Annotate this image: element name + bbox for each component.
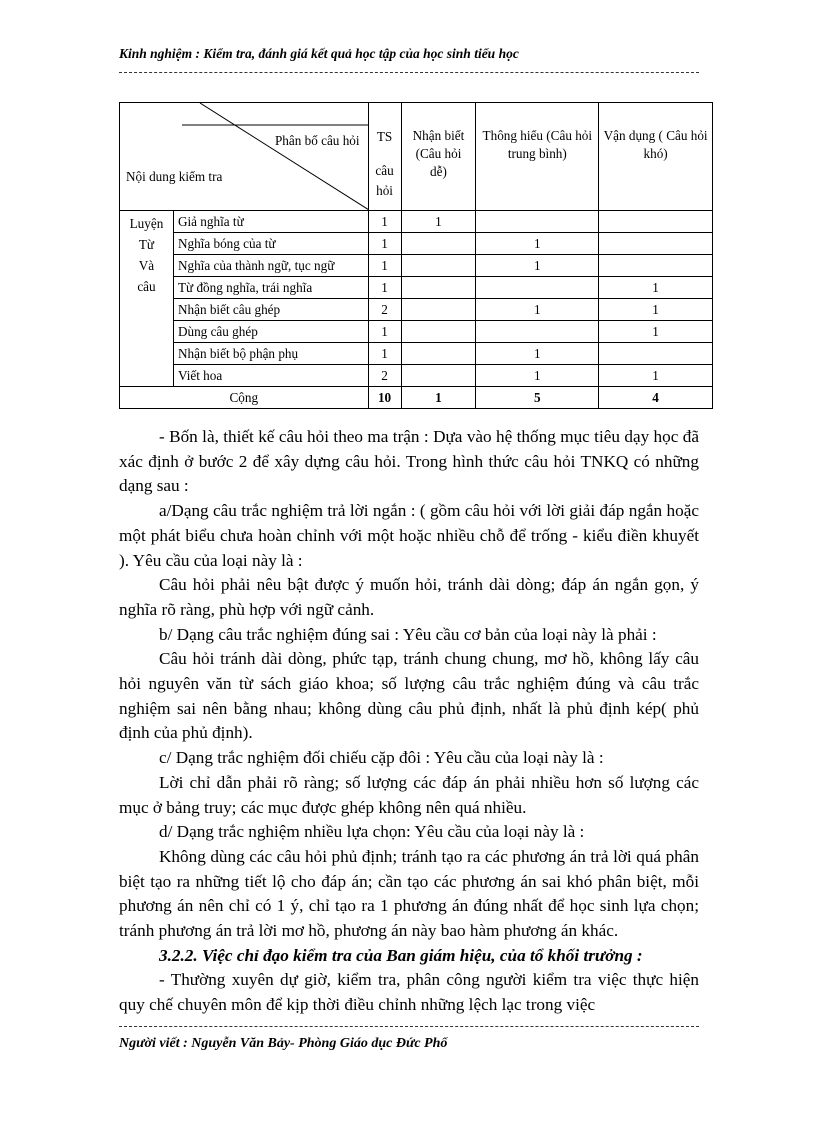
body-text (119, 425, 699, 1018)
row-nb: 1 (401, 211, 476, 233)
table-row (120, 365, 713, 387)
row-ts: 1 (368, 343, 401, 365)
row-nb (401, 233, 476, 255)
row-th: 1 (476, 233, 599, 255)
header-ts (368, 103, 401, 211)
row-th: 1 (476, 365, 599, 387)
row-name: Nghĩa của thành ngữ, tục ngữ (173, 255, 368, 277)
row-nb (401, 277, 476, 299)
row-name: Nhận biết bộ phận phụ (173, 343, 368, 365)
header-content-label: Nội dung kiểm tra (126, 169, 223, 184)
row-name: Dùng câu ghép (173, 321, 368, 343)
row-name: Nhận biết câu ghép (173, 299, 368, 321)
page-header: Kinh nghiệm : Kiểm tra, đánh giá kết quả học tập của học sinh tiểu học (119, 46, 519, 61)
row-th (476, 211, 599, 233)
group-label (120, 211, 174, 387)
diagonal-header-cell (120, 103, 369, 211)
row-vd (599, 343, 713, 365)
group-word: Luyện (129, 216, 164, 231)
paragraph: - Bốn là, thiết kế câu hỏi theo ma trận : Dựa vào hệ thống mục tiêu dạy học đã xác định ở bước 2 để xây dựng câu hỏi. Trong hình thức câu hỏi TNKQ có những dạng sau : (119, 427, 699, 496)
row-ts: 1 (368, 211, 401, 233)
row-th (476, 277, 599, 299)
row-nb (401, 343, 476, 365)
header-thong-hieu: Thông hiểu (Câu hỏi trung bình) (476, 103, 599, 211)
row-ts: 2 (368, 299, 401, 321)
total-vd: 4 (599, 387, 713, 409)
page-footer: Người viết : Nguyễn Văn Bảy- Phòng Giáo dục Đức Phổ (119, 1036, 448, 1051)
paragraph: b/ Dạng câu trắc nghiệm đúng sai : Yêu cầu cơ bản của loại này là phải : (159, 624, 657, 644)
header-ts-line: câu (375, 163, 394, 178)
table-row (120, 299, 713, 321)
row-th: 1 (476, 299, 599, 321)
header-van-dung: Vận dụng ( Câu hỏi khó) (599, 103, 713, 211)
row-vd (599, 233, 713, 255)
row-nb (401, 299, 476, 321)
paragraph: Lời chỉ dẫn phải rõ ràng; số lượng các đáp án phải nhiều hơn số lượng các mục ở bảng truy; các mục được ghép không nên quá nhiều. (119, 772, 699, 817)
total-label: Cộng (120, 387, 369, 409)
table-row (120, 255, 713, 277)
row-th: 1 (476, 343, 599, 365)
row-ts: 2 (368, 365, 401, 387)
paragraph: c/ Dạng trắc nghiệm đối chiếu cặp đôi : Yêu cầu của loại này là : (159, 748, 604, 768)
row-nb (401, 365, 476, 387)
group-word: Và (138, 258, 155, 273)
question-matrix-table (119, 102, 713, 409)
row-name: Từ đồng nghĩa, trái nghĩa (173, 277, 368, 299)
group-word: câu (137, 279, 156, 294)
table-row (120, 343, 713, 365)
table-row (120, 211, 713, 233)
row-name: Nghĩa bóng của từ (173, 233, 368, 255)
row-nb (401, 255, 476, 277)
section-heading: 3.2.2. Việc chỉ đạo kiểm tra của Ban giám hiệu, của tổ khối trưởng : (159, 945, 643, 965)
row-name: Giả nghĩa từ (173, 211, 368, 233)
row-name: Viết hoa (173, 365, 368, 387)
header-ts-line: hỏi (376, 183, 393, 198)
total-nb: 1 (401, 387, 476, 409)
row-nb (401, 321, 476, 343)
row-vd: 1 (599, 299, 713, 321)
total-row (120, 387, 713, 409)
paragraph: Câu hỏi tránh dài dòng, phức tạp, tránh chung chung, mơ hồ, không lấy câu hỏi nguyên văn từ sách giáo khoa; số lượng câu trắc nghiệm đúng và câu trắc nghiệm sai nên bằng nhau; không dùng câu phủ định, nhất là phủ định kép( phủ định của phủ định). (119, 649, 699, 743)
footer-divider (119, 1026, 699, 1027)
paragraph: Không dùng các câu hỏi phủ định; tránh tạo ra các phương án trả lời quá phân biệt tạo ra những tiết lộ cho đáp án; cần tạo các phương án sai khó phân biệt, mỗi phương án nên chỉ có 1 ý, chỉ tạo ra 1 phương án đúng nhất để học sinh lựa chọn; tránh phương án trả lời mơ hồ, phương án này bao hàm phương án khác. (119, 846, 699, 941)
total-th: 5 (476, 387, 599, 409)
row-ts: 1 (368, 255, 401, 277)
paragraph: - Thường xuyên dự giờ, kiểm tra, phân công người kiểm tra việc thực hiện quy chế chuyên môn để kịp thời điều chỉnh những lệch lạc trong việc (119, 970, 699, 1015)
group-word: Từ (138, 237, 155, 252)
row-ts: 1 (368, 277, 401, 299)
row-vd: 1 (599, 277, 713, 299)
header-nhan-biet: Nhận biết (Câu hỏi dễ) (401, 103, 476, 211)
row-ts: 1 (368, 233, 401, 255)
row-vd: 1 (599, 321, 713, 343)
table-header-row (120, 103, 713, 211)
paragraph: d/ Dạng trắc nghiệm nhiều lựa chọn: Yêu cầu của loại này là : (159, 822, 585, 842)
total-ts: 10 (368, 387, 401, 409)
row-th (476, 321, 599, 343)
table-row (120, 321, 713, 343)
row-vd (599, 255, 713, 277)
table-row (120, 277, 713, 299)
paragraph: a/Dạng câu trắc nghiệm trả lời ngắn : ( gồm câu hỏi với lời giải đáp ngắn hoặc một phát biểu chưa hoàn chỉnh với một hoặc nhiều chỗ để trống - kiểu điền khuyết ). Yêu cầu của loại này là : (119, 501, 699, 570)
row-ts: 1 (368, 321, 401, 343)
header-distribution-label: Phân bố câu hỏi (274, 133, 360, 148)
paragraph: Câu hỏi phải nêu bật được ý muốn hỏi, tránh dài dòng; đáp án ngắn gọn, ý nghĩa rõ ràng, phù hợp với ngữ cảnh. (119, 575, 699, 619)
header-ts-line: TS (376, 129, 393, 144)
table-row (120, 233, 713, 255)
row-vd: 1 (599, 365, 713, 387)
row-vd (599, 211, 713, 233)
row-th: 1 (476, 255, 599, 277)
diagonal-line (120, 103, 369, 210)
header-divider (119, 72, 699, 73)
